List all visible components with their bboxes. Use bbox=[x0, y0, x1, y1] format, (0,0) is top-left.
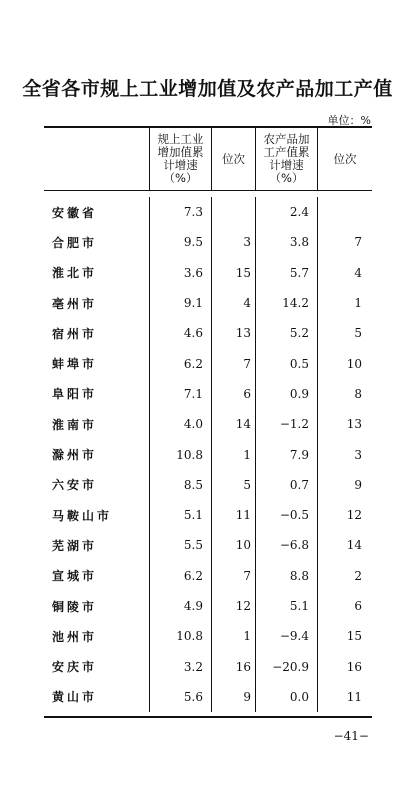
cell-agri-rank: 14 bbox=[317, 530, 372, 560]
cell-industry-growth: 7.3 bbox=[149, 197, 211, 227]
cell-agri-growth: 0.5 bbox=[255, 348, 317, 378]
cell-industry-rank: 5 bbox=[211, 470, 255, 500]
cell-industry-rank: 15 bbox=[211, 258, 255, 288]
cell-agri-rank: 8 bbox=[317, 379, 372, 409]
cell-agri-rank: 12 bbox=[317, 500, 372, 530]
header-industry-growth-text: 规上工业 增加值累 计增速 （%） bbox=[157, 132, 204, 185]
table-row bbox=[44, 682, 372, 712]
table-row bbox=[44, 591, 372, 621]
table-row bbox=[44, 379, 372, 409]
cell-industry-growth: 4.6 bbox=[149, 318, 211, 348]
cell-industry-growth: 4.9 bbox=[149, 591, 211, 621]
page-number: −41− bbox=[333, 729, 369, 743]
table-row bbox=[44, 197, 372, 227]
page-title: 全省各市规上工业增加值及农产品加工产值 bbox=[22, 78, 393, 100]
cell-industry-growth: 3.2 bbox=[149, 651, 211, 681]
cell-industry-rank: 14 bbox=[211, 409, 255, 439]
unit-label: 单位：% bbox=[327, 114, 371, 127]
cell-industry-rank: 11 bbox=[211, 500, 255, 530]
table-header bbox=[44, 128, 372, 191]
cell-agri-rank: 6 bbox=[317, 591, 372, 621]
header-agri-rank: 位次 bbox=[317, 128, 372, 190]
cell-city: 滁州市 bbox=[52, 448, 98, 463]
cell-city: 池州市 bbox=[52, 629, 98, 644]
header-city bbox=[44, 128, 149, 190]
cell-agri-rank: 11 bbox=[317, 682, 372, 712]
cell-agri-rank bbox=[317, 197, 372, 227]
cell-industry-rank: 7 bbox=[211, 561, 255, 591]
cell-agri-rank: 15 bbox=[317, 621, 372, 651]
cell-agri-growth: 14.2 bbox=[255, 288, 317, 318]
cell-city: 阜阳市 bbox=[52, 387, 98, 402]
table-row bbox=[44, 470, 372, 500]
cell-city: 马鞍山市 bbox=[52, 508, 113, 523]
cell-agri-rank: 9 bbox=[317, 470, 372, 500]
table-row bbox=[44, 409, 372, 439]
table-row bbox=[44, 288, 372, 318]
cell-industry-rank: 3 bbox=[211, 227, 255, 257]
cell-agri-rank: 2 bbox=[317, 561, 372, 591]
cell-city: 蚌埠市 bbox=[52, 357, 98, 372]
table-row bbox=[44, 561, 372, 591]
table-row bbox=[44, 530, 372, 560]
cell-agri-rank: 5 bbox=[317, 318, 372, 348]
cell-city: 亳州市 bbox=[52, 296, 98, 311]
cell-agri-rank: 10 bbox=[317, 348, 372, 378]
table-row bbox=[44, 258, 372, 288]
table-row bbox=[44, 621, 372, 651]
cell-agri-growth: 0.7 bbox=[255, 470, 317, 500]
cell-agri-growth: 7.9 bbox=[255, 439, 317, 469]
cell-agri-rank: 13 bbox=[317, 409, 372, 439]
cell-agri-growth: −20.9 bbox=[255, 651, 317, 681]
cell-agri-rank: 3 bbox=[317, 439, 372, 469]
cell-industry-growth: 9.5 bbox=[149, 227, 211, 257]
cell-city: 合肥市 bbox=[52, 235, 98, 250]
cell-industry-rank: 10 bbox=[211, 530, 255, 560]
cell-city: 宣城市 bbox=[52, 569, 98, 584]
cell-agri-growth: −9.4 bbox=[255, 621, 317, 651]
cell-industry-growth: 8.5 bbox=[149, 470, 211, 500]
cell-agri-growth: 5.1 bbox=[255, 591, 317, 621]
table-row bbox=[44, 651, 372, 681]
cell-industry-rank: 16 bbox=[211, 651, 255, 681]
cell-city: 淮南市 bbox=[52, 417, 98, 432]
cell-agri-growth: 3.8 bbox=[255, 227, 317, 257]
cell-agri-rank: 1 bbox=[317, 288, 372, 318]
table-row bbox=[44, 227, 372, 257]
cell-city: 芜湖市 bbox=[52, 538, 98, 553]
data-table bbox=[44, 126, 372, 718]
cell-agri-growth: 8.8 bbox=[255, 561, 317, 591]
cell-industry-rank: 1 bbox=[211, 439, 255, 469]
cell-agri-growth: −1.2 bbox=[255, 409, 317, 439]
cell-agri-growth: 0.0 bbox=[255, 682, 317, 712]
table-body bbox=[44, 191, 372, 716]
header-agri-growth-text: 农产品加 工产值累 计增速 （%） bbox=[263, 132, 310, 185]
cell-industry-growth: 5.6 bbox=[149, 682, 211, 712]
cell-city: 安徽省 bbox=[52, 205, 98, 220]
table-row bbox=[44, 318, 372, 348]
cell-industry-growth: 9.1 bbox=[149, 288, 211, 318]
cell-industry-rank: 12 bbox=[211, 591, 255, 621]
cell-industry-rank: 9 bbox=[211, 682, 255, 712]
table-row bbox=[44, 439, 372, 469]
table-row bbox=[44, 348, 372, 378]
cell-industry-rank bbox=[211, 197, 255, 227]
cell-agri-growth: 2.4 bbox=[255, 197, 317, 227]
cell-industry-growth: 10.8 bbox=[149, 621, 211, 651]
cell-city: 安庆市 bbox=[52, 660, 98, 675]
cell-industry-rank: 6 bbox=[211, 379, 255, 409]
cell-agri-rank: 16 bbox=[317, 651, 372, 681]
header-industry-growth bbox=[149, 128, 211, 190]
cell-agri-growth: −0.5 bbox=[255, 500, 317, 530]
cell-city: 淮北市 bbox=[52, 266, 98, 281]
cell-industry-growth: 6.2 bbox=[149, 561, 211, 591]
cell-industry-growth: 4.0 bbox=[149, 409, 211, 439]
cell-industry-growth: 5.5 bbox=[149, 530, 211, 560]
cell-industry-rank: 4 bbox=[211, 288, 255, 318]
cell-industry-growth: 6.2 bbox=[149, 348, 211, 378]
cell-industry-growth: 7.1 bbox=[149, 379, 211, 409]
header-agri-growth bbox=[255, 128, 317, 190]
cell-agri-growth: 5.2 bbox=[255, 318, 317, 348]
header-industry-rank: 位次 bbox=[211, 128, 255, 190]
cell-industry-rank: 13 bbox=[211, 318, 255, 348]
cell-agri-growth: 5.7 bbox=[255, 258, 317, 288]
cell-city: 铜陵市 bbox=[52, 599, 98, 614]
cell-industry-growth: 5.1 bbox=[149, 500, 211, 530]
cell-city: 宿州市 bbox=[52, 326, 98, 341]
cell-agri-growth: −6.8 bbox=[255, 530, 317, 560]
cell-agri-rank: 4 bbox=[317, 258, 372, 288]
cell-agri-growth: 0.9 bbox=[255, 379, 317, 409]
cell-city: 黄山市 bbox=[52, 690, 98, 705]
table-row bbox=[44, 500, 372, 530]
cell-industry-growth: 3.6 bbox=[149, 258, 211, 288]
cell-industry-rank: 1 bbox=[211, 621, 255, 651]
cell-industry-growth: 10.8 bbox=[149, 439, 211, 469]
cell-industry-rank: 7 bbox=[211, 348, 255, 378]
cell-city: 六安市 bbox=[52, 478, 98, 493]
cell-agri-rank: 7 bbox=[317, 227, 372, 257]
